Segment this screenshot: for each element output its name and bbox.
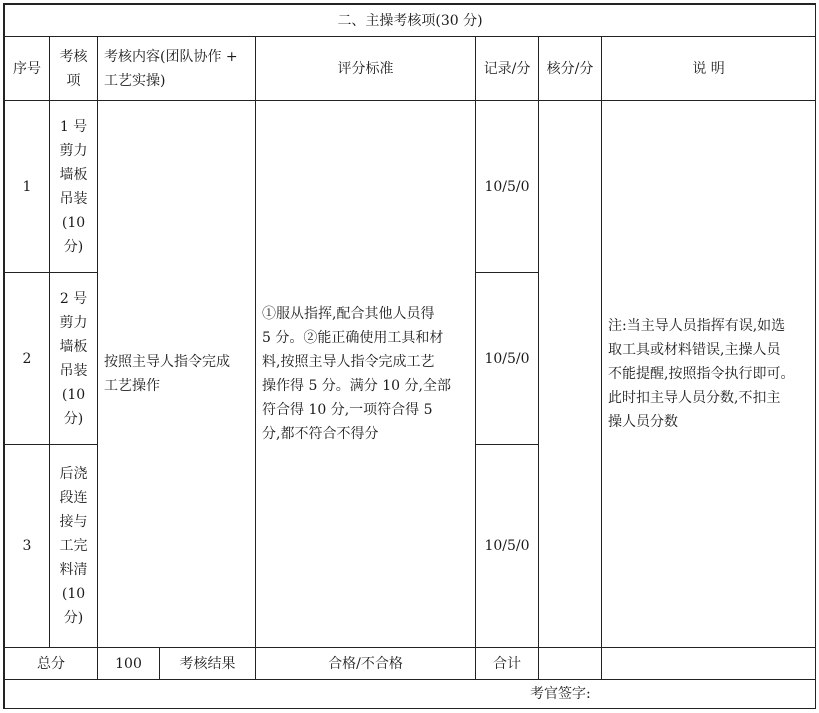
row-record: 10/5/0 — [476, 445, 539, 648]
row-record: 10/5/0 — [476, 273, 539, 445]
row-item: 后浇 段连 接与 工完 料清 (10 分) — [50, 445, 98, 648]
row-index: 2 — [5, 273, 50, 445]
result-value: 合格/不合格 — [256, 648, 476, 680]
check-score-cell — [539, 101, 602, 648]
shared-content: 按照主导人指令完成 工艺操作 — [98, 101, 256, 648]
row-index: 1 — [5, 101, 50, 273]
shared-criteria: ①服从指挥,配合其他人员得 5 分。②能正确使用工具和材 料,按照主导人指令完成工艺 操作得 5 分。满分 10 分,全部 符合得 10 分,一项符合得 5 分,都不符合不得分 — [256, 101, 476, 648]
signature-row — [5, 680, 816, 709]
examiner-signature: 考官签字: — [5, 680, 816, 709]
row-item: 1 号 剪力 墙板 吊装 (10 分) — [50, 101, 98, 273]
result-label: 考核结果 — [160, 648, 256, 680]
total-label: 总分 — [5, 648, 98, 680]
row-item: 2 号 剪力 墙板 吊装 (10 分) — [50, 273, 98, 445]
row-index: 3 — [5, 445, 50, 648]
row-record: 10/5/0 — [476, 101, 539, 273]
header-check: 核分/分 — [539, 37, 602, 101]
header-criteria: 评分标准 — [256, 37, 476, 101]
section-title: 二、主操考核项(30 分) — [5, 5, 816, 37]
assessment-table — [4, 4, 816, 709]
sum-label: 合计 — [476, 648, 539, 680]
footer-note — [602, 648, 816, 680]
total-value: 100 — [98, 648, 160, 680]
header-row — [5, 37, 816, 101]
header-note: 说 明 — [602, 37, 816, 101]
footer-row — [5, 648, 816, 680]
header-content: 考核内容(团队协作 + 工艺实操) — [98, 37, 256, 101]
header-record: 记录/分 — [476, 37, 539, 101]
shared-note: 注:当主导人员指挥有误,如选 取工具或材料错误,主操人员 不能提醒,按照指令执行即可。 此时扣主导人员分数,不扣主 操人员分数 — [602, 101, 816, 648]
section-title-row — [5, 5, 816, 37]
assessment-sheet — [3, 3, 816, 709]
header-index: 序号 — [5, 37, 50, 101]
sum-value — [539, 648, 602, 680]
header-item: 考核 项 — [50, 37, 98, 101]
table-row — [5, 101, 816, 273]
